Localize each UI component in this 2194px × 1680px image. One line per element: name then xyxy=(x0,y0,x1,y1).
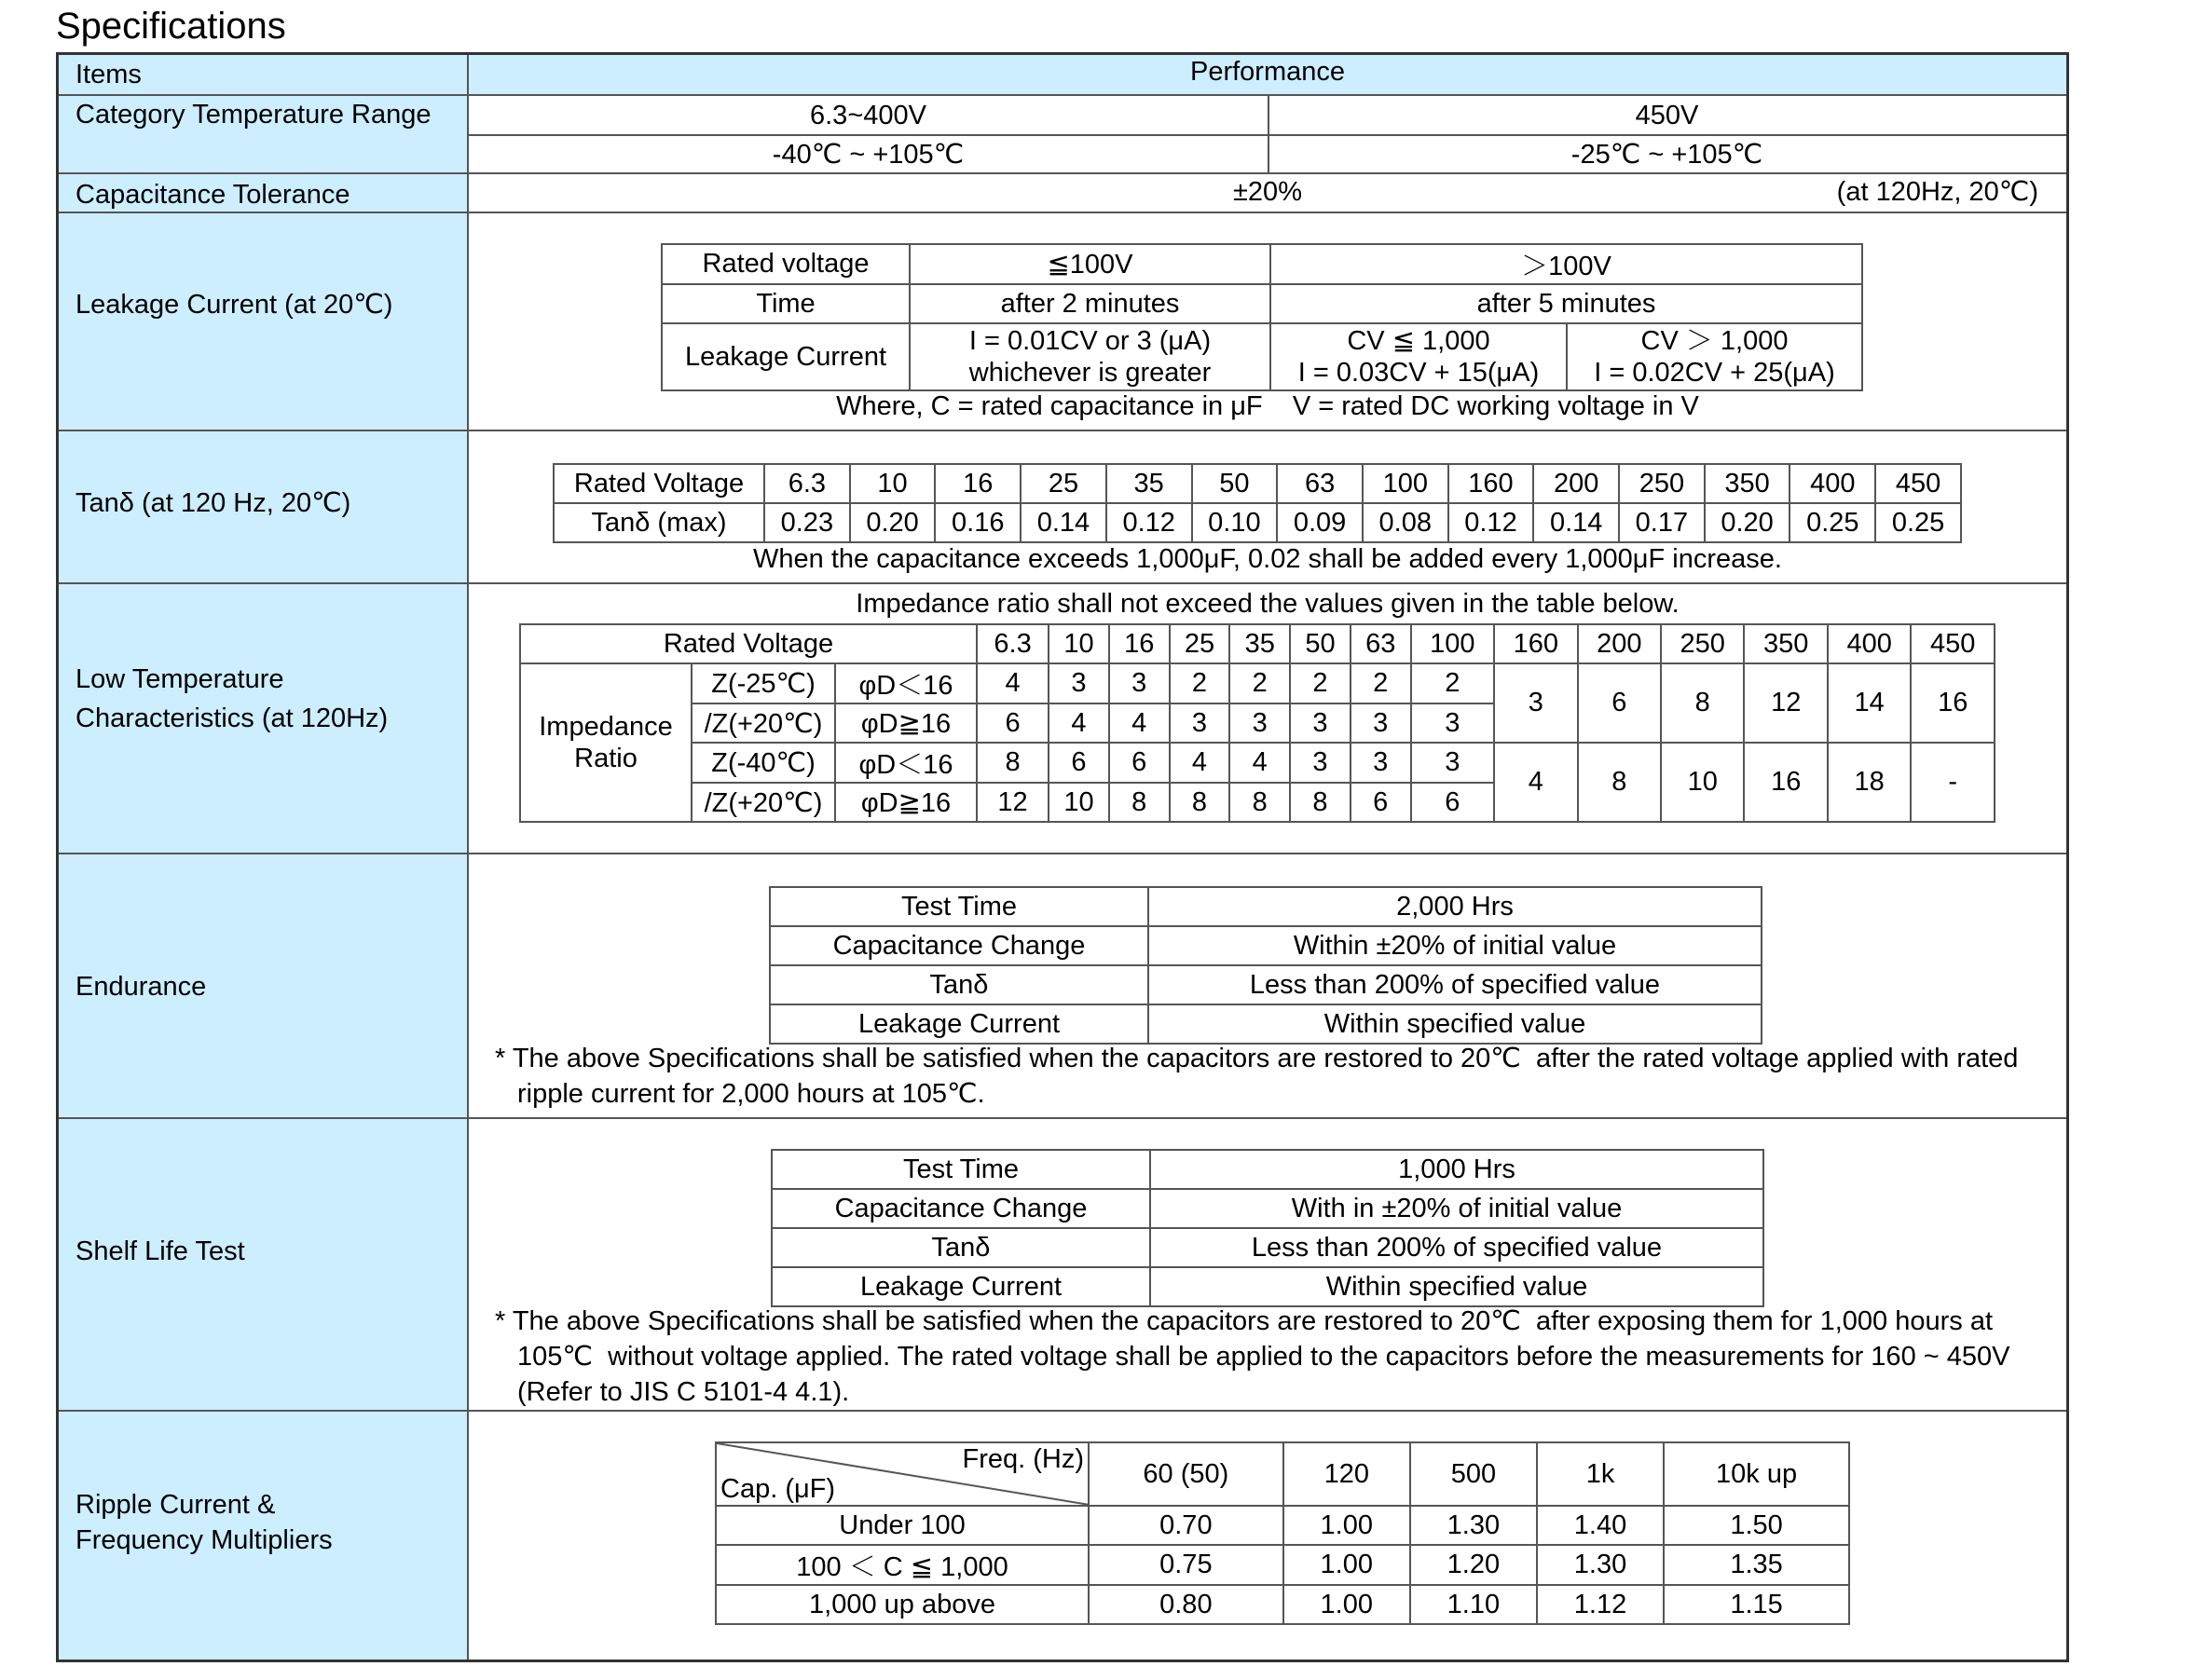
leakage-current-label: Leakage Current (at 20℃) xyxy=(75,290,393,320)
ratio-cell: 3 xyxy=(1411,743,1494,783)
d-lt16-a: φD＜16 xyxy=(835,663,977,703)
shelf-value: 1,000 Hrs xyxy=(1150,1150,1763,1189)
impedance-intro: Impedance ratio shall not exceed the values given in the table below. xyxy=(856,589,1680,619)
endurance-key: Capacitance Change xyxy=(770,926,1148,965)
endurance-label: Endurance xyxy=(75,972,207,1002)
ratio-cell: 8 xyxy=(1290,783,1351,822)
endurance-value: Less than 200% of specified value xyxy=(1148,965,1762,1004)
capacitance-tolerance-value: ±20% xyxy=(1233,177,1302,207)
endurance-key: Test Time xyxy=(770,887,1148,926)
voltage-range-1: 6.3~400V xyxy=(810,101,926,130)
ratio-cell: 4 xyxy=(1109,703,1170,743)
z-20-label-a: /Z(+20℃) xyxy=(692,703,835,743)
multiplier-cell: 1.00 xyxy=(1283,1585,1410,1624)
lt-voltage-cell: 250 xyxy=(1661,624,1744,663)
tan-value-cell: 0.20 xyxy=(850,503,936,542)
z-25-label: Z(-25℃) xyxy=(692,663,835,703)
ratio-cell: 2 xyxy=(1290,663,1351,703)
freq-cell: 10k up xyxy=(1664,1442,1849,1506)
tan-voltage-cell: 35 xyxy=(1106,464,1192,503)
lt-voltage-cell: 63 xyxy=(1351,624,1411,663)
items-header: Items xyxy=(75,60,142,89)
low-temperature-label-line2: Characteristics (at 120Hz) xyxy=(75,703,389,733)
lt-voltage-cell: 50 xyxy=(1290,624,1351,663)
lt-voltage-cell: 35 xyxy=(1229,624,1290,663)
multiplier-cell: 1.15 xyxy=(1664,1585,1849,1624)
ratio-cell: 8 xyxy=(1170,783,1230,822)
formula-le100-line1: I = 0.01CV or 3 (μA) xyxy=(968,326,1212,356)
ratio-cell: 10 xyxy=(1049,783,1109,822)
tan-delta-row xyxy=(59,430,2066,582)
performance-header: Performance xyxy=(1189,57,1345,87)
multiplier-cell: 1.20 xyxy=(1410,1545,1537,1585)
ratio-cell-merged: 16 xyxy=(1911,663,1995,743)
rated-voltage-header: Rated voltage xyxy=(662,244,910,284)
ratio-label: Ratio xyxy=(574,744,638,773)
lt-voltage-cell: 10 xyxy=(1049,624,1109,663)
tan-value-cell: 0.20 xyxy=(1705,503,1790,542)
tan-voltage-cell: 250 xyxy=(1619,464,1705,503)
tan-voltage-cell: 16 xyxy=(935,464,1021,503)
time-le100: after 2 minutes xyxy=(910,284,1270,323)
ratio-cell: 6 xyxy=(1109,743,1170,783)
multiplier-cell: 0.80 xyxy=(1089,1585,1283,1624)
time-gt100: after 5 minutes xyxy=(1270,284,1862,323)
tan-voltage-cell: 400 xyxy=(1789,464,1875,503)
endurance-value: Within specified value xyxy=(1148,1004,1762,1044)
cap-range: Under 100 xyxy=(716,1506,1089,1545)
multiplier-cell: 0.75 xyxy=(1089,1545,1283,1585)
ratio-cell-merged: 10 xyxy=(1661,743,1744,822)
ratio-cell: 4 xyxy=(1229,743,1290,783)
tan-voltage-cell: 350 xyxy=(1705,464,1790,503)
ratio-cell-merged: 8 xyxy=(1578,743,1661,822)
tan-voltage-cell: 200 xyxy=(1533,464,1619,503)
tan-value-cell: 0.14 xyxy=(1021,503,1106,542)
spec-table xyxy=(56,52,2069,1662)
tan-voltage-cell: 100 xyxy=(1363,464,1448,503)
lt-voltage-cell: 16 xyxy=(1109,624,1170,663)
formula-cv-gt-line2: I = 0.02CV + 25(μA) xyxy=(1594,358,1835,388)
shelf-key: Leakage Current xyxy=(772,1267,1150,1306)
shelf-note-line1: * The above Specifications shall be satisfied when the capacitors are restored to 20℃ after exposing them for 1,000 hours at xyxy=(495,1306,1994,1336)
cap-range: 100 ＜ C ≦ 1,000 xyxy=(716,1545,1089,1585)
endurance-row xyxy=(59,853,2066,1117)
ratio-cell-merged: 12 xyxy=(1744,663,1827,743)
endurance-value: Within ±20% of initial value xyxy=(1148,926,1762,965)
freq-cap-diagonal-header xyxy=(716,1442,1089,1506)
voltage-gt100: ＞100V xyxy=(1270,244,1862,284)
ratio-cell: 2 xyxy=(1229,663,1290,703)
multiplier-cell: 1.12 xyxy=(1537,1585,1664,1624)
ratio-cell-merged: 4 xyxy=(1494,743,1577,822)
tan-delta-note: When the capacitance exceeds 1,000μF, 0.02 shall be added every 1,000μF increase. xyxy=(753,544,1782,574)
ratio-cell: 8 xyxy=(977,743,1049,783)
freq-cell: 500 xyxy=(1410,1442,1537,1506)
cap-header: Cap. (μF) xyxy=(720,1474,836,1504)
ratio-cell: 2 xyxy=(1351,663,1411,703)
ratio-cell: 4 xyxy=(1170,743,1230,783)
tan-max-header: Tanδ (max) xyxy=(554,503,764,542)
shelf-value: Within specified value xyxy=(1150,1267,1763,1306)
endurance-key: Leakage Current xyxy=(770,1004,1148,1044)
ratio-cell: 6 xyxy=(1411,783,1494,822)
multiplier-cell: 1.35 xyxy=(1664,1545,1849,1585)
ratio-cell-merged: - xyxy=(1911,743,1995,822)
ripple-label-line1: Ripple Current & xyxy=(75,1490,276,1520)
leakage-note: Where, C = rated capacitance in μF V = rated DC working voltage in V xyxy=(836,391,1699,421)
ratio-cell: 3 xyxy=(1351,743,1411,783)
shelf-life-table xyxy=(771,1149,1764,1307)
page-title: Specifications xyxy=(56,6,286,47)
leakage-current-row xyxy=(59,212,2066,430)
tan-voltage-cell: 160 xyxy=(1448,464,1534,503)
tan-value-cell: 0.10 xyxy=(1192,503,1278,542)
tan-delta-table xyxy=(553,463,1962,543)
tan-value-cell: 0.12 xyxy=(1448,503,1534,542)
lt-voltage-cell: 100 xyxy=(1411,624,1494,663)
ratio-cell-merged: 8 xyxy=(1661,663,1744,743)
time-header: Time xyxy=(662,284,910,323)
capacitance-tolerance-label: Capacitance Tolerance xyxy=(75,180,350,210)
tan-value-cell: 0.14 xyxy=(1533,503,1619,542)
tan-voltage-cell: 450 xyxy=(1875,464,1961,503)
ratio-cell: 2 xyxy=(1411,663,1494,703)
ripple-current-row xyxy=(59,1410,2066,1660)
tan-voltage-cell: 6.3 xyxy=(764,464,850,503)
tan-value-cell: 0.16 xyxy=(935,503,1021,542)
shelf-life-label: Shelf Life Test xyxy=(75,1236,245,1266)
ratio-cell: 12 xyxy=(977,783,1049,822)
lt-rated-voltage-header: Rated Voltage xyxy=(520,624,977,663)
shelf-note-line3: (Refer to JIS C 5101-4 4.1). xyxy=(517,1377,850,1407)
tan-value-cell: 0.25 xyxy=(1875,503,1961,542)
ratio-cell: 2 xyxy=(1170,663,1230,703)
tan-value-cell: 0.23 xyxy=(764,503,850,542)
multiplier-cell: 1.00 xyxy=(1283,1545,1410,1585)
shelf-value: Less than 200% of specified value xyxy=(1150,1228,1763,1267)
shelf-note-line2: 105℃ without voltage applied. The rated voltage shall be applied to the capacitors before the measurements for 160 ~ 450V xyxy=(517,1342,2010,1372)
ratio-cell: 3 xyxy=(1411,703,1494,743)
voltage-le100: ≦100V xyxy=(910,244,1270,284)
formula-cv-le-line2: I = 0.03CV + 15(μA) xyxy=(1297,358,1540,388)
tan-value-cell: 0.17 xyxy=(1619,503,1705,542)
endurance-note-line1: * The above Specifications shall be satisfied when the capacitors are restored to 20℃ after the rated voltage applied with rated xyxy=(495,1044,2019,1073)
tan-value-cell: 0.08 xyxy=(1363,503,1448,542)
ripple-label-line2: Frequency Multipliers xyxy=(75,1525,333,1555)
tan-value-cell: 0.12 xyxy=(1106,503,1192,542)
ratio-cell: 4 xyxy=(977,663,1049,703)
ratio-cell-merged: 14 xyxy=(1828,663,1911,743)
temp-range-1: -40℃ ~ +105℃ xyxy=(772,140,965,170)
tan-value-cell: 0.09 xyxy=(1277,503,1363,542)
shelf-key: Test Time xyxy=(772,1150,1150,1189)
freq-cell: 1k xyxy=(1537,1442,1664,1506)
ratio-cell: 8 xyxy=(1229,783,1290,822)
ratio-cell: 4 xyxy=(1049,703,1109,743)
leakage-current-header: Leakage Current xyxy=(662,323,910,390)
multiplier-cell: 1.10 xyxy=(1410,1585,1537,1624)
low-temperature-label-line1: Low Temperature xyxy=(75,664,284,694)
shelf-key: Capacitance Change xyxy=(772,1189,1150,1228)
ratio-cell: 8 xyxy=(1109,783,1170,822)
ratio-cell-merged: 16 xyxy=(1744,743,1827,822)
formula-le100-line2: whichever is greater xyxy=(968,358,1212,388)
formula-cv-le-line1: CV ≦ 1,000 xyxy=(1347,326,1490,356)
ratio-cell: 3 xyxy=(1290,703,1351,743)
endurance-value: 2,000 Hrs xyxy=(1148,887,1762,926)
ratio-cell: 6 xyxy=(977,703,1049,743)
impedance-label: Impedance xyxy=(539,712,673,742)
freq-cell: 60 (50) xyxy=(1089,1442,1283,1506)
multiplier-cell: 1.30 xyxy=(1537,1545,1664,1585)
lt-voltage-cell: 200 xyxy=(1578,624,1661,663)
tan-rated-voltage-header: Rated Voltage xyxy=(554,464,764,503)
d-lt16-b: φD＜16 xyxy=(835,743,977,783)
endurance-note-line2: ripple current for 2,000 hours at 105℃. xyxy=(517,1079,985,1109)
voltage-range-2: 450V xyxy=(1635,101,1699,130)
ratio-cell-merged: 6 xyxy=(1578,663,1661,743)
endurance-table xyxy=(769,886,1762,1045)
tan-voltage-cell: 63 xyxy=(1277,464,1363,503)
ratio-cell: 3 xyxy=(1170,703,1230,743)
lt-voltage-cell: 160 xyxy=(1494,624,1577,663)
capacitance-tolerance-condition: (at 120Hz, 20℃) xyxy=(1836,177,2038,207)
ratio-cell: 3 xyxy=(1229,703,1290,743)
category-temperature-label: Category Temperature Range xyxy=(75,100,432,130)
low-temperature-row xyxy=(59,582,2066,853)
ratio-cell: 3 xyxy=(1351,703,1411,743)
multiplier-cell: 1.00 xyxy=(1283,1506,1410,1545)
tan-voltage-cell: 50 xyxy=(1192,464,1278,503)
ratio-cell: 3 xyxy=(1290,743,1351,783)
formula-cv-gt-line1: CV ＞ 1,000 xyxy=(1640,326,1789,356)
d-ge16-b: φD≧16 xyxy=(835,783,977,822)
d-ge16-a: φD≧16 xyxy=(835,703,977,743)
leakage-current-table xyxy=(661,243,1863,391)
z-40-label: Z(-40℃) xyxy=(692,743,835,783)
lt-voltage-cell: 350 xyxy=(1744,624,1827,663)
ratio-cell: 3 xyxy=(1109,663,1170,703)
ripple-multiplier-table xyxy=(715,1441,1850,1625)
ratio-cell: 3 xyxy=(1049,663,1109,703)
endurance-key: Tanδ xyxy=(770,965,1148,1004)
shelf-life-row xyxy=(59,1117,2066,1410)
multiplier-cell: 1.50 xyxy=(1664,1506,1849,1545)
tan-value-cell: 0.25 xyxy=(1789,503,1875,542)
lt-voltage-cell: 400 xyxy=(1828,624,1911,663)
multiplier-cell: 0.70 xyxy=(1089,1506,1283,1545)
freq-cell: 120 xyxy=(1283,1442,1410,1506)
cap-range: 1,000 up above xyxy=(716,1585,1089,1624)
temp-range-2: -25℃ ~ +105℃ xyxy=(1570,140,1763,170)
shelf-key: Tanδ xyxy=(772,1228,1150,1267)
lt-voltage-cell: 450 xyxy=(1911,624,1995,663)
ratio-cell: 6 xyxy=(1049,743,1109,783)
lt-voltage-cell: 25 xyxy=(1170,624,1230,663)
capacitance-tolerance-row xyxy=(59,172,2066,212)
category-temperature-row xyxy=(59,94,2066,172)
header-row xyxy=(59,55,2066,94)
tan-voltage-cell: 10 xyxy=(850,464,936,503)
z-20-label-b: /Z(+20℃) xyxy=(692,783,835,822)
impedance-ratio-table xyxy=(519,623,1995,823)
tan-voltage-cell: 25 xyxy=(1021,464,1106,503)
ratio-cell: 6 xyxy=(1351,783,1411,822)
lt-voltage-cell: 6.3 xyxy=(977,624,1049,663)
ratio-cell-merged: 3 xyxy=(1494,663,1577,743)
multiplier-cell: 1.30 xyxy=(1410,1506,1537,1545)
tan-delta-label: Tanδ (at 120 Hz, 20℃) xyxy=(75,488,351,518)
shelf-value: With in ±20% of initial value xyxy=(1150,1189,1763,1228)
multiplier-cell: 1.40 xyxy=(1537,1506,1664,1545)
freq-header: Freq. (Hz) xyxy=(962,1444,1084,1474)
ratio-cell-merged: 18 xyxy=(1828,743,1911,822)
